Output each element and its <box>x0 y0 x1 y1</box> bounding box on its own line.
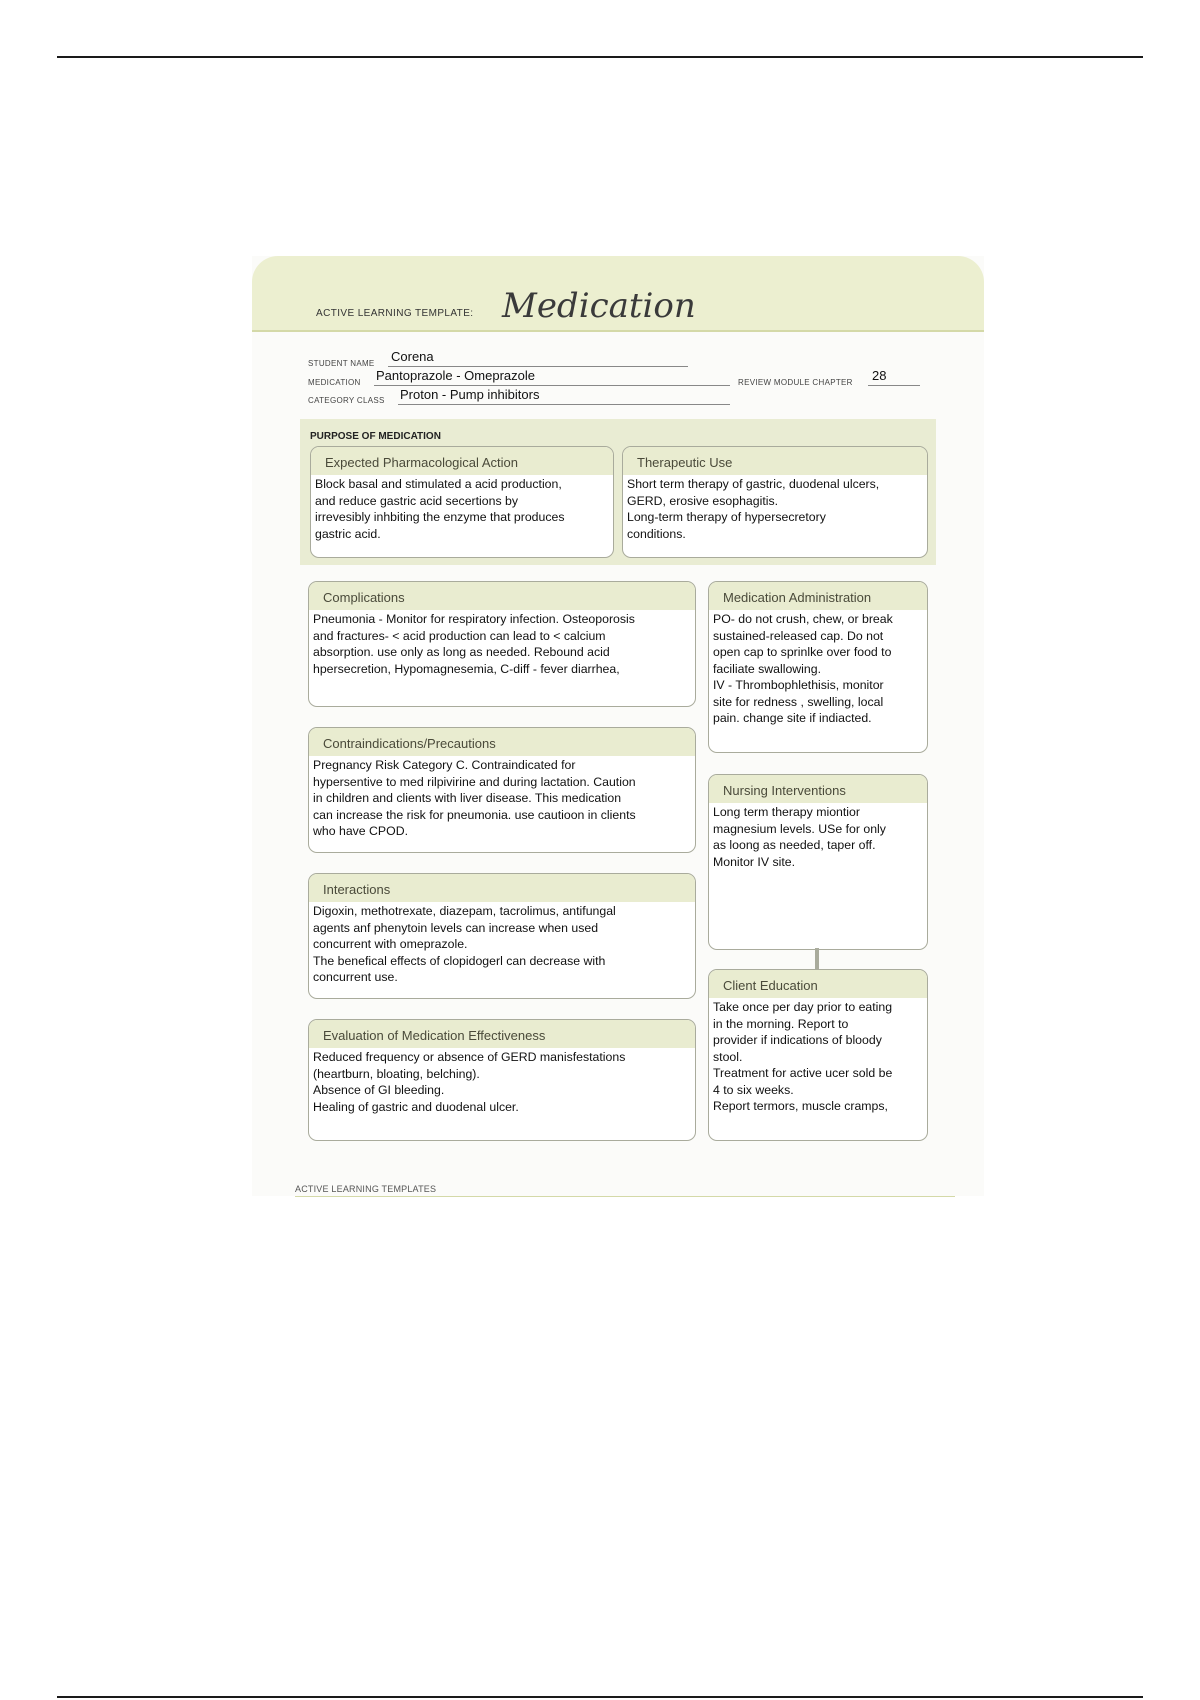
therapeutic-use-title: Therapeutic Use <box>623 447 927 475</box>
nursing-interventions-text[interactable]: Long term therapy miontior magnesium levels. USe for only as loong as needed, taper off. Monitor IV site. <box>713 805 886 869</box>
evaluation-title: Evaluation of Medication Effectiveness <box>309 1020 695 1048</box>
medication-line <box>374 385 730 386</box>
nursing-interventions-title: Nursing Interventions <box>709 775 927 803</box>
evaluation-box <box>308 1019 696 1141</box>
therapeutic-use-text[interactable]: Short term therapy of gastric, duodenal ulcers, GERD, erosive esophagitis. Long-term therapy of hypersecretory conditions. <box>627 477 880 541</box>
review-chapter-value[interactable]: 28 <box>872 368 887 383</box>
template-kicker: ACTIVE LEARNING TEMPLATE: <box>316 308 474 319</box>
expected-action-text[interactable]: Block basal and stimulated a acid production, and reduce gastric acid secertions by irrevesibly inhbiting the enzyme that produces gastric acid. <box>315 477 565 541</box>
therapeutic-use-box <box>622 446 928 558</box>
client-education-title: Client Education <box>709 970 927 998</box>
student-name-line <box>388 366 688 367</box>
nursing-education-connector <box>815 948 819 970</box>
nursing-interventions-box <box>708 774 928 950</box>
template-title: Medication <box>502 286 696 326</box>
interactions-title: Interactions <box>309 874 695 902</box>
medication-value[interactable]: Pantoprazole - Omeprazole <box>376 368 535 383</box>
template-header <box>252 256 984 332</box>
interactions-box <box>308 873 696 999</box>
purpose-title: PURPOSE OF MEDICATION <box>310 431 441 442</box>
category-class-line <box>398 404 730 405</box>
page-top-rule <box>57 56 1143 58</box>
administration-text[interactable]: PO- do not crush, chew, or break sustained-released cap. Do not open cap to sprinlke over food to faciliate swallowing. IV - Thrombophlethisis, monitor site for redness , swelling, local pain. change site if indiacted. <box>713 612 893 725</box>
contraindications-box <box>308 727 696 853</box>
review-chapter-label: REVIEW MODULE CHAPTER <box>738 378 853 387</box>
client-education-box <box>708 969 928 1141</box>
complications-box <box>308 581 696 707</box>
contraindications-title: Contraindications/Precautions <box>309 728 695 756</box>
expected-action-box <box>310 446 614 558</box>
category-class-label: CATEGORY CLASS <box>308 396 385 405</box>
medication-label: MEDICATION <box>308 378 361 387</box>
footer-line <box>295 1196 955 1197</box>
student-name-label: STUDENT NAME <box>308 359 375 368</box>
expected-action-title: Expected Pharmacological Action <box>311 447 613 475</box>
administration-box <box>708 581 928 753</box>
page-bottom-rule <box>57 1696 1143 1698</box>
administration-title: Medication Administration <box>709 582 927 610</box>
category-class-value[interactable]: Proton - Pump inhibitors <box>400 387 540 402</box>
medication-template-sheet <box>252 256 984 1196</box>
interactions-text[interactable]: Digoxin, methotrexate, diazepam, tacrolimus, antifungal agents anf phenytoin levels can increase when used concurrent with omeprazole. The benefical effects of clopidogerl can decrease with concurrent use. <box>313 904 616 984</box>
review-chapter-line <box>868 385 920 386</box>
evaluation-text[interactable]: Reduced frequency or absence of GERD manisfestations (heartburn, bloating, belching). Absence of GI bleeding. Healing of gastric and duodenal ulcer. <box>313 1050 626 1114</box>
contraindications-text[interactable]: Pregnancy Risk Category C. Contraindicated for hypersentive to med rilpivirine and during lactation. Caution in children and clients with liver disease. This medication can increase the risk for pneumonia. use cautioon in clients who have CPOD. <box>313 758 636 838</box>
student-name-value[interactable]: Corena <box>391 349 434 364</box>
client-education-text[interactable]: Take once per day prior to eating in the morning. Report to provider if indications of bloody stool. Treatment for active ucer sold be 4 to six weeks. Report termors, muscle cramps, <box>713 1000 893 1113</box>
complications-title: Complications <box>309 582 695 610</box>
complications-text[interactable]: Pneumonia - Monitor for respiratory infection. Osteoporosis and fractures- < acid production can lead to < calcium absorption. use only as long as needed. Rebound acid hpersecretion, Hypomagnesemia, C-diff - fever diarrhea, <box>313 612 635 676</box>
footer-label: ACTIVE LEARNING TEMPLATES <box>295 1184 437 1194</box>
